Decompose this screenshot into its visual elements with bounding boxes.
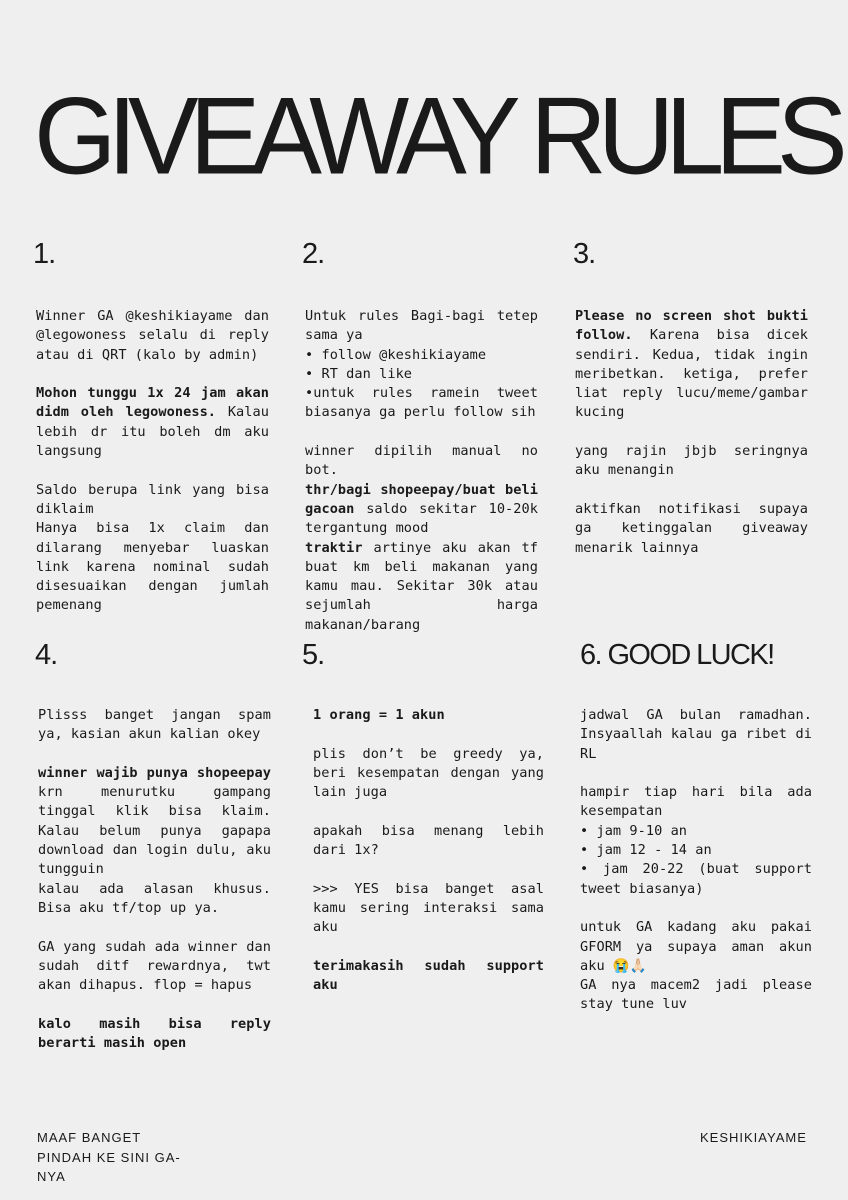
- section-5-bold-paragraph: terimakasih sudah support aku: [313, 957, 544, 994]
- section-3-paragraph: [575, 307, 808, 423]
- section-2-bullet: • RT dan like: [305, 365, 413, 382]
- section-6-bullet: • jam 9-10 an: [580, 822, 688, 839]
- section-2-paragraph: [305, 442, 538, 635]
- section-2-bullet: •untuk rules ramein tweet biasanya ga perlu follow sih: [305, 385, 538, 421]
- section-1-line: Saldo berupa link yang bisa diklaim: [36, 481, 269, 517]
- section-5-paragraph: >>> YES bisa banget asal kamu sering interaksi sama aku: [313, 880, 544, 936]
- section-1-text: Kalau lebih dr itu boleh dm aku langsung: [36, 404, 269, 460]
- page-title: GIVEAWAY RULES: [34, 75, 839, 198]
- section-6-paragraph: [580, 783, 812, 899]
- section-6-line: GA nya macem2 jadi please stay tune luv: [580, 977, 812, 1013]
- section-3-paragraph: yang rajin jbjb seringnya aku menangin: [575, 443, 808, 479]
- section-2-body: [305, 307, 538, 635]
- section-1-paragraph: [36, 481, 269, 616]
- section-5-bold-paragraph: 1 orang = 1 akun: [313, 707, 445, 723]
- section-2-paragraph: [305, 307, 538, 423]
- section-4-paragraph: [38, 764, 271, 918]
- footer-author: KESHIKIAYAME: [700, 1130, 807, 1145]
- section-4-line: [38, 764, 271, 880]
- section-2-line: [305, 539, 538, 635]
- section-5-body: [313, 706, 544, 995]
- section-1-line: Hanya bisa 1x claim dan dilarang menyebar luaskan link karena nominal sudah disesuaikan dengan jumlah pemenang: [36, 520, 269, 614]
- section-1-bold-text: Mohon tunggu 1x 24 jam akan didm oleh legowoness.: [36, 385, 269, 421]
- section-1-paragraph: Winner GA @keshikiayame dan @legowoness selalu di reply atau di QRT (kalo by admin): [36, 308, 269, 363]
- section-number-3: 3.: [573, 238, 596, 270]
- section-3-text: Karena bisa dicek sendiri. Kedua, tidak ingin meribetkan. ketiga, prefer liat reply lucu/meme/gambar kucing: [575, 327, 808, 421]
- section-number-5: 5.: [302, 639, 325, 671]
- section-number-4: 4.: [35, 639, 58, 671]
- section-2-bullet: • follow @keshikiayame: [305, 346, 487, 363]
- section-6-paragraph: jadwal GA bulan ramadhan. Insyaallah kalau ga ribet di RL: [580, 707, 812, 762]
- section-1-body: [36, 307, 269, 616]
- section-6-bullet: • jam 20-22 (buat support tweet biasanya): [580, 861, 812, 897]
- section-4-bold-text: winner wajib punya shopeepay: [38, 764, 271, 781]
- section-2-line: Untuk rules Bagi-bagi tetep sama ya: [305, 308, 538, 344]
- section-2-bold-text: thr/bagi shopeepay/buat beli gacoan: [305, 481, 538, 517]
- section-6-line: untuk GA kadang aku pakai GFORM ya supaya aman akun aku 😭🙏🏻: [580, 919, 812, 974]
- section-4-bold-paragraph: kalo masih bisa reply berarti masih open: [38, 1015, 271, 1052]
- section-number-2: 2.: [302, 238, 325, 270]
- section-1-paragraph: [36, 384, 269, 461]
- section-4-paragraph: GA yang sudah ada winner dan sudah ditf rewardnya, twt akan dihapus. flop = hapus: [38, 938, 271, 994]
- section-2-text: artinye aku akan tf buat km beli makanan yang kamu mau. Sekitar 30k atau sejumlah harga makanan/barang: [305, 539, 538, 633]
- section-4-line: kalau ada alasan khusus. Bisa aku tf/top up ya.: [38, 880, 271, 916]
- section-3-paragraph: aktifkan notifikasi supaya ga ketinggalan giveaway menarik lainnya: [575, 500, 808, 556]
- section-2-text: saldo sekitar 10-20k tergantung mood: [305, 500, 538, 537]
- section-number-6: 6. GOOD LUCK!: [580, 639, 774, 671]
- section-6-bullet: • jam 12 - 14 an: [580, 842, 712, 859]
- section-5-paragraph: plis don’t be greedy ya, beri kesempatan dengan yang lain juga: [313, 745, 544, 801]
- section-4-body: [38, 706, 271, 1053]
- section-number-1: 1.: [33, 238, 56, 270]
- section-2-line: [305, 481, 538, 539]
- section-4-text: krn menurutku gampang tinggal klik bisa klaim. Kalau belum punya gapapa download dan login dulu, aku tungguin: [38, 784, 271, 878]
- section-6-paragraph: [580, 918, 812, 1014]
- section-5-paragraph: apakah bisa menang lebih dari 1x?: [313, 822, 544, 859]
- section-3-body: [575, 307, 808, 558]
- section-4-paragraph: Plisss banget jangan spam ya, kasian akun kalian okey: [38, 707, 271, 743]
- section-2-line: winner dipilih manual no bot.: [305, 443, 538, 479]
- section-3-bold-text: Please no screen shot bukti follow.: [575, 308, 808, 344]
- footer-left-note: MAAF BANGET PINDAH KE SINI GA-NYA: [37, 1130, 181, 1184]
- section-6-line: hampir tiap hari bila ada kesempatan: [580, 784, 812, 820]
- section-6-body: [580, 706, 812, 1015]
- section-2-bold-text: traktir: [305, 539, 363, 556]
